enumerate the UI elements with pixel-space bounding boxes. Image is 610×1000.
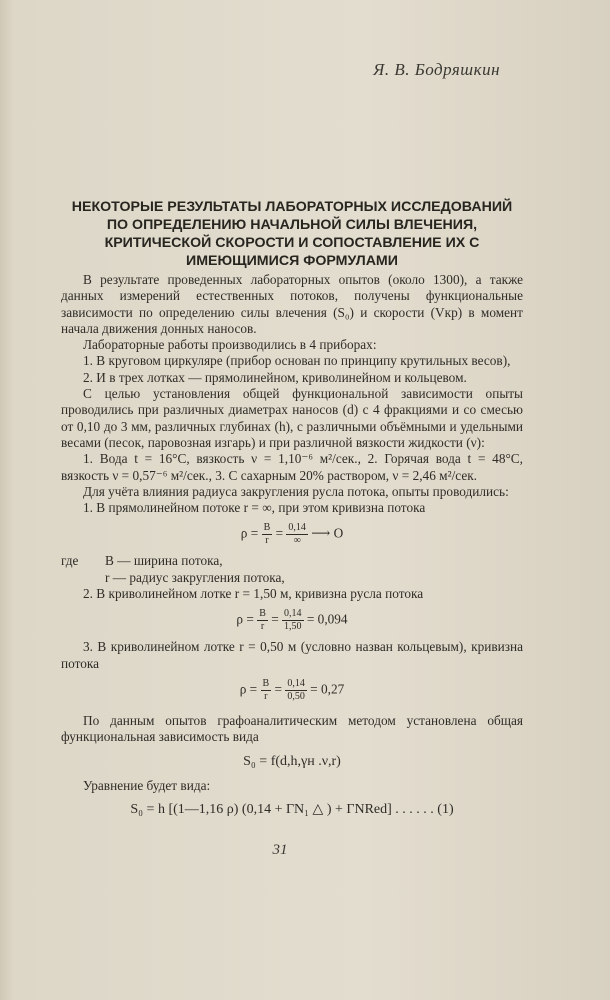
formula-lhs: ρ = [240,526,259,541]
fraction: $\frac{0,14}{\infty}$ [288,522,306,547]
definition: где B — ширина потока, [61,553,223,569]
fraction: $\frac{B}{r}$ [263,522,271,547]
list-item: 3. В криволинейном лотке r = 0,50 м (условно назван кольцевым), кривизна потока [61,639,523,671]
article-title [30,198,554,270]
list-item: 2. И в трех лотках — прямолинейном, криволинейном и кольцевом. [83,369,467,385]
equation-main: S₀ = h [(1—1,16 ρ) (0,14 + ΓN₁ △ ) + ΓNRed] . . . . . . (1) [130,802,454,818]
equation-general: S₀ = f(d,h,γн .ν,r) [243,753,341,769]
paragraph: В результате проведенных лабораторных опытов (около 1300), а также данных измерений естественных потоков, получены функциональные зависимости по определению силы влечения (S₀) и скорости (Vкр) в момент начала движения донных наносов. [61,272,523,336]
list-item: 2. В криволинейном лотке r = 1,50 м, кривизна русла потока [83,586,424,602]
paragraph: Уравнение будет вида: [83,777,211,793]
list-item: 1. В прямолинейном потоке r = ∞, при этом кривизна потока [83,500,426,516]
author-name: Я. В. Бодряшкин [373,60,500,79]
formula-rhs: ⟶ O [311,526,344,541]
fraction: $\frac{0,14}{1,50}$ [284,608,302,633]
definitions [61,553,523,586]
title-line: КРИТИЧЕСКОЙ СКОРОСТИ И СОПОСТАВЛЕНИЕ ИХ С [104,235,480,251]
formula-curvature-3: ρ = $\frac{B}{r}$ = $\frac{0,14}{0,50}$ = 0,27 [239,677,345,702]
title-line: ИМЕЮЩИМИСЯ ФОРМУЛАМИ [186,253,398,269]
formula-curvature-2: ρ = $\frac{B}{r}$ = $\frac{0,14}{1,50}$ = 0,094 [236,608,348,633]
fraction: $\frac{B}{r}$ [259,608,266,633]
title-line: ПО ОПРЕДЕЛЕНИЮ НАЧАЛЬНОЙ СИЛЫ ВЛЕЧЕНИЯ, [106,217,478,233]
page-number: 31 [272,842,288,858]
paragraph: По данным опытов графоаналитическим методом установлена общая функциональная зависимость вида [61,712,523,745]
paragraph: Для учёта влияния радиуса закругления русла потока, опыты проводились: [83,483,509,499]
fraction: $\frac{B}{r}$ [262,677,270,702]
paragraph: Лабораторные работы производились в 4 приборах: [83,337,377,353]
fraction: $\frac{0,14}{0,50}$ [287,677,305,702]
title-line: НЕКОТОРЫЕ РЕЗУЛЬТАТЫ ЛАБОРАТОРНЫХ ИССЛЕДОВАНИЙ [71,199,513,215]
definition: r — радиус закругления потока, [105,569,285,585]
article-body [61,272,523,826]
list-item: 1. В круговом циркуляре (прибор основан по принципу крутильных весов), [83,353,511,369]
paragraph: 1. Вода t = 16°C, вязкость ν = 1,10⁻⁶ м²/сек., 2. Горячая вода t = 48°C, вязкость ν = 0,57⁻⁶ м²/сек., 3. С сахарным 20% раствором, ν = 2,46 м²/сек. [61,451,523,483]
paragraph: С целью установления общей функциональной зависимости опыты проводились при различных диаметрах наносов (d) с 4 фракциями и со смесью от 0,10 до 3 мм, различных глубинах (h), с различными объёмными и удельными весами (песок, паровозная изгарь) и при различной вязкости жидкости (ν): [61,386,523,450]
formula-curvature-1: ρ = $\frac{B}{r}$ = $\frac{0,14}{\infty}$ ⟶ O [240,522,344,547]
